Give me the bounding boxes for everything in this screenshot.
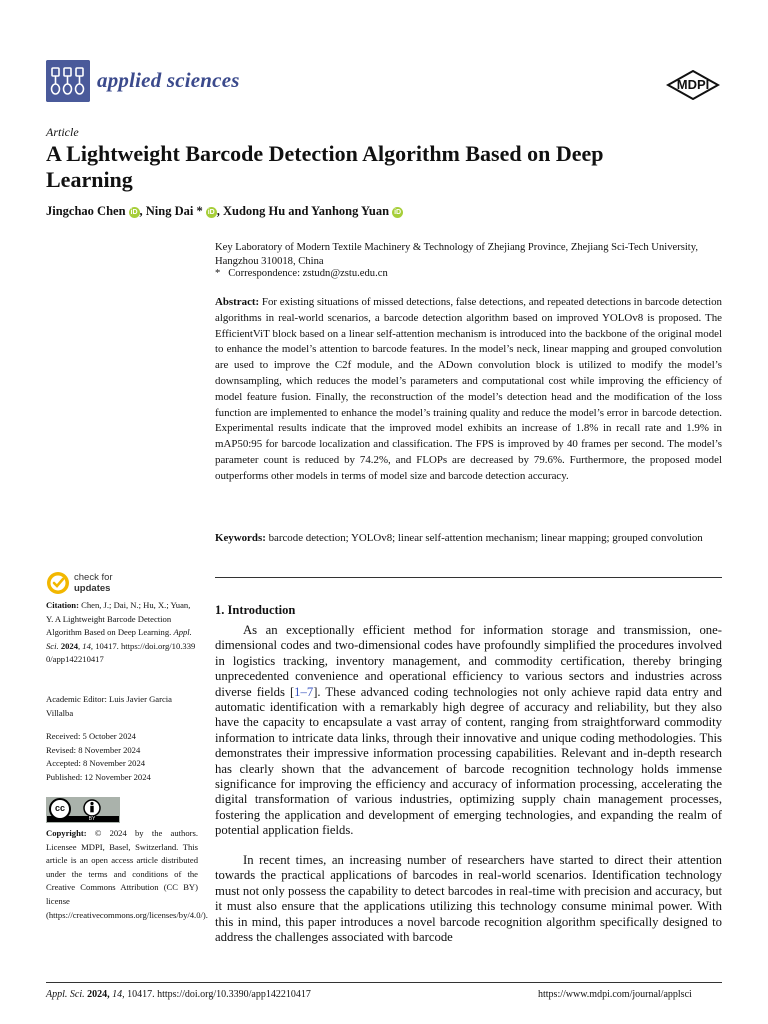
copyright-text: © 2024 by the authors. Licensee MDPI, Basel, Switzerland. This article is an open access article distributed under the terms and conditions of the Creative Commons Attribution (CC BY) license (https://creativecommons.org/licenses/by/4.0/).: [46, 828, 208, 920]
paragraph-text: As an exceptionally efficient method for information storage and transmission, one-dimensional codes and two-dimensional codes have profoundly simplified the procedures involved in logistics tracking, inventory management, and commodity certification, thereby bringing unprecedented convenience and operational efficiency to various sectors and industries across diverse fields [: [215, 623, 722, 699]
cc-label: cc: [54, 803, 65, 813]
footer-volume: 14,: [112, 989, 125, 1000]
mdpi-logo: [666, 70, 720, 100]
check-updates-icon: [46, 571, 70, 595]
orcid-icon[interactable]: iD: [130, 209, 138, 216]
check-updates-text: [74, 573, 113, 594]
cc-by-license-badge[interactable]: [46, 797, 120, 823]
article-type: Article: [46, 125, 79, 139]
dates: [46, 730, 198, 784]
abstract-text: For existing situations of missed detections, false detections, and repeated detections in barcode detection algorithms in real-world scenarios, a barcode detection algorithm based on improved YOLOv8 is proposed. The EfficientViT block based on a linear self-attention mechanism is introduced into the backbone of the original model to enhance the model’s attention to barcode features. In the model’s neck, linear mapping and grouped convolution are used to improve the C2f module, and the ADown convolution block is utilized to modify the model’s downsampling, which reduces the model’s parameters and computational cost while improving the efficiency of model feature fusion. Finally, the reconstruction of the model’s detection head and the modification of the loss function are implemented to enhance the model’s training quality and reduce the model’s error in barcode detection. Experimental results indicate that the improved model exhibits an increase of 1.8% in recall rate and 1.9% in mAP50:95 for barcode localization and classification. The FPS is improved by 40 frames per second. The model’s parameter count is reduced by 74.2%, and FLOPs are decreased by 79.6%. Furthermore, the proposed model outperforms other models in terms of model size and barcode detection accuracy.: [215, 296, 722, 482]
author-name[interactable]: Xudong Hu and Yanhong Yuan: [222, 204, 390, 218]
date-published: Published: 12 November 2024: [46, 771, 151, 782]
citation-doi-link[interactable]: https://doi.org/10.3390/app142210417: [46, 640, 196, 665]
section-heading: 1. Introduction: [215, 603, 296, 617]
orcid-icon[interactable]: iD: [207, 209, 215, 216]
journal-name: applied sciences: [97, 68, 240, 92]
citation-year: 2024: [60, 640, 78, 651]
check-updates-line2: updates: [74, 582, 111, 594]
affiliation: Key Laboratory of Modern Textile Machinery & Technology of Zhejiang Province, Zhejiang Sci-Tech University, Hangzhou 310018, China: [215, 242, 698, 267]
reference-link[interactable]: 1–7: [294, 684, 314, 699]
date-revised: Revised: 8 November 2024: [46, 744, 141, 755]
correspondence: * Correspondence: zstudn@zstu.edu.cn: [215, 268, 388, 279]
author-list: [46, 204, 403, 219]
citation-article: 10417.: [95, 640, 119, 651]
abstract-label: Abstract:: [215, 296, 260, 308]
keywords-text: barcode detection; YOLOv8; linear self-attention mechanism; linear mapping; grouped convolution: [268, 532, 703, 544]
footer-divider: [46, 982, 722, 983]
paragraph-text: ]. These advanced coding technologies not only achieve rapid data entry and automatic identification with a remarkably high degree of accuracy and reliability, but they also have the capacity to encapsulate a vast array of content, ranging from straightforward commodity information to intricate data links, through their innovative and unique coding methodologies. This demonstrates their impressive information processing capabilities. Relevant and in-depth research has clearly shown that the advancement of barcode recognition technology holds immense significance for improving the efficiency and accuracy of information processing, accelerating the digital transformation of various industries, optimizing supply chain management processes, fostering the application and development of emerging technologies, and expanding the realm of potential application fields.: [215, 684, 722, 838]
keywords-label: Keywords:: [215, 532, 266, 544]
footer-year: 2024,: [87, 989, 110, 1000]
copyright: [46, 827, 208, 922]
footer-citation: [46, 989, 311, 1000]
author-name[interactable]: Ning Dai *: [145, 204, 203, 218]
paragraph: [215, 623, 722, 839]
abstract: [215, 295, 722, 485]
paragraph: In recent times, an increasing number of researchers have started to direct their attention towards the practical applications of barcodes in real-world scenarios. Identification technology must not only possess the capability to detect barcodes in real-time with precision and accuracy, but it must also ensure that the applications utilizing this technology consume minimal power. With this in mind, this paper introduces a novel barcode recognition algorithm specifically designed to address the challenges associated with barcode: [215, 853, 722, 945]
footer-journal-url[interactable]: https://www.mdpi.com/journal/applsci: [538, 989, 692, 1000]
divider: [215, 577, 722, 578]
citation-volume: 14: [82, 640, 91, 651]
citation-text: Chen, J.; Dai, N.; Hu, X.; Yuan, Y. A Lightweight Barcode Detection Algorithm Based on Deep Learning.: [46, 600, 191, 638]
keywords: [215, 531, 722, 547]
journal-logo: [46, 60, 90, 102]
copyright-label: Copyright:: [46, 828, 87, 838]
author-separator: ,: [216, 204, 223, 218]
citation-journal: Appl. Sci.: [46, 627, 192, 651]
date-accepted: Accepted: 8 November 2024: [46, 758, 146, 769]
date-received: Received: 5 October 2024: [46, 731, 136, 741]
mdpi-logo-text: MDPI: [676, 77, 710, 92]
footer-journal: Appl. Sci.: [46, 989, 85, 1000]
check-for-updates-badge[interactable]: [46, 571, 176, 601]
author-name[interactable]: Jingchao Chen: [46, 204, 126, 218]
citation-label: Citation:: [46, 600, 79, 610]
cc-by-label: BY: [88, 816, 96, 822]
article-title: A Lightweight Barcode Detection Algorithm Based on Deep Learning: [46, 141, 604, 192]
author-separator: ,: [139, 204, 146, 218]
footer-doi[interactable]: 10417. https://doi.org/10.3390/app142210417: [127, 989, 311, 1000]
check-updates-line1: check for: [74, 572, 113, 583]
orcid-icon[interactable]: iD: [394, 209, 402, 216]
citation: Citation: Chen, J.; Dai, N.; Hu, X.; Yuan, Y. A Lightweight Barcode Detection Algorithm Based on Deep Learning. Appl. Sci. 2024, 14, 10417. https://doi.org/10.3390/app142210417: [46, 600, 196, 665]
academic-editor: Academic Editor: Luis Javier Garcia Villalba: [46, 694, 172, 718]
